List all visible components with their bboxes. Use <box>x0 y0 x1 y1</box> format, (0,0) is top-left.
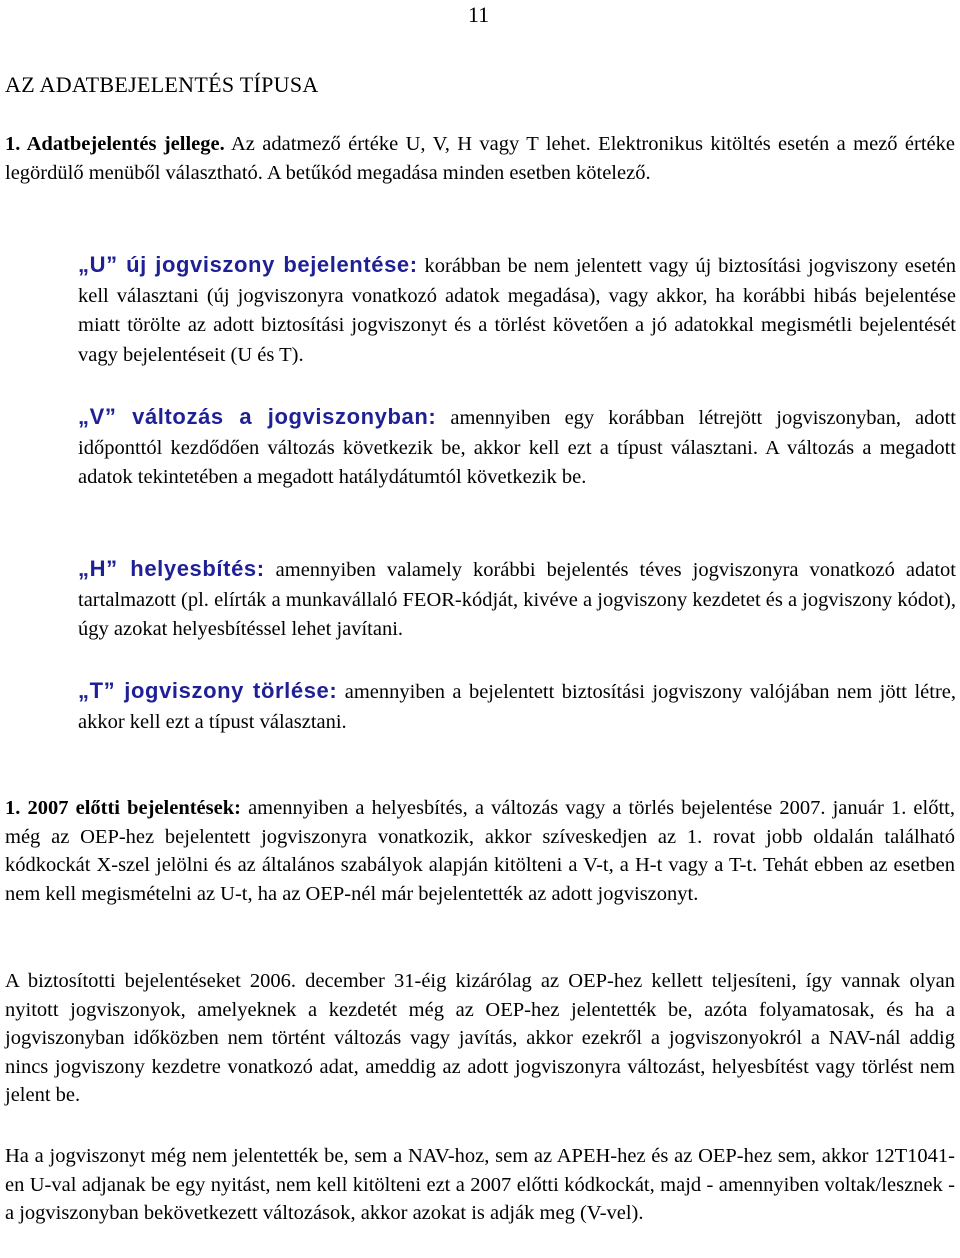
paragraph-2006: A biztosítotti bejelentéseket 2006. december 31-éig kizárólag az OEP-hez kellett teljesíteni, így vannak olyan nyitott jogviszonyok, amelyeknek a kezdetét még az OEP-hez jelentették be, azóta folyamatosak, és ha a jogviszonyban időközben nem történt változás vagy javítás, akkor ezekről a jogviszonyokról a NAV-nál addig nincs jogviszony kezdetre vonatkozó adat, ameddig az adott jogviszonyra változást, helyesbítést vagy törlést nem jelent be. <box>5 970 955 1107</box>
paragraph-final: Ha a jogviszonyt még nem jelentették be, sem a NAV-hoz, sem az APEH-hez és az OEP-hez sem, akkor 12T1041-en U-val adjanak be egy nyitást, nem kell kitölteni ezt a 2007 előtti kódkockát, majd - amennyiben voltak/lesznek - a jogviszonyban bekövetkezett változások, akkor azokat is adják meg (V-vel). <box>5 1145 955 1225</box>
page-number: 11 <box>468 2 490 27</box>
pre-2007-label: 1. 2007 előtti bejelentések: <box>5 797 241 819</box>
pre-2007-text: amennyiben a helyesbítés, a változás vagy a törlés bejelentése 2007. január 1. előtt, még az OEP-hez bejelentett jogviszonyra vonatkozik, akkor szíveskedjen az 1. rovat jobb oldalán található kódkockát X-szel jelölni és az általános szabályok alapján kitölteni a V-t, a H-t vagy a T-t. Tehát ebben az esetben nem kell megismételni az U-t, ha az OEP-nél már bejelentették az adott jogviszonyt. <box>5 797 955 905</box>
section-title: AZ ADATBEJELENTÉS TÍPUSA <box>5 72 319 97</box>
type-u-text: korábban be nem jelentett vagy új biztosítási jogviszony esetén kell választani (új jogviszonyra vonatkozó adatok megadása), vagy akkor, ha korábbi hibás bejelentése miatt törölte az adott biztosítási jogviszonyt és a törlést követően a jó adatokkal megismétli bejelentését vagy bejelentéseit (U és T). <box>78 255 956 366</box>
type-h-heading: „H” helyesbítés: <box>78 556 265 581</box>
intro-label: 1. Adatbejelentés jellege. <box>5 133 225 155</box>
type-v-paragraph <box>78 402 956 493</box>
type-u-heading: „U” új jogviszony bejelentése: <box>78 252 418 277</box>
type-t-text: amennyiben a bejelentett biztosítási jogviszony valójában nem jött létre, akkor kell ezt a típust választani. <box>78 681 956 733</box>
type-t-heading: „T” jogviszony törlése: <box>78 678 338 703</box>
intro-paragraph <box>5 130 955 187</box>
pre-2007-paragraph <box>5 794 955 908</box>
type-v-heading: „V” változás a jogviszonyban: <box>78 404 437 429</box>
type-v-text: amennyiben egy korábban létrejött jogviszonyban, adott időponttól kezdődően változás következik be, akkor kell ezt a típust választani. A változás a megadott adatok tekintetében a megadott hatálydátumtól következik be. <box>78 407 956 488</box>
intro-text: Az adatmező értéke U, V, H vagy T lehet. Elektronikus kitöltés esetén a mező értéke legördülő menüből választható. A betűkód megadása minden esetben kötelező. <box>5 133 955 184</box>
type-u-paragraph <box>78 250 956 370</box>
type-t-paragraph <box>78 676 956 737</box>
type-h-paragraph <box>78 554 956 645</box>
type-h-text: amennyiben valamely korábbi bejelentés téves jogviszonyra vonatkozó adatot tartalmazott (pl. elírták a munkavállaló FEOR-kódját, kivéve a jogviszony kezdetet és a jogviszony kódot), úgy azokat helyesbítéssel lehet javítani. <box>78 559 956 640</box>
